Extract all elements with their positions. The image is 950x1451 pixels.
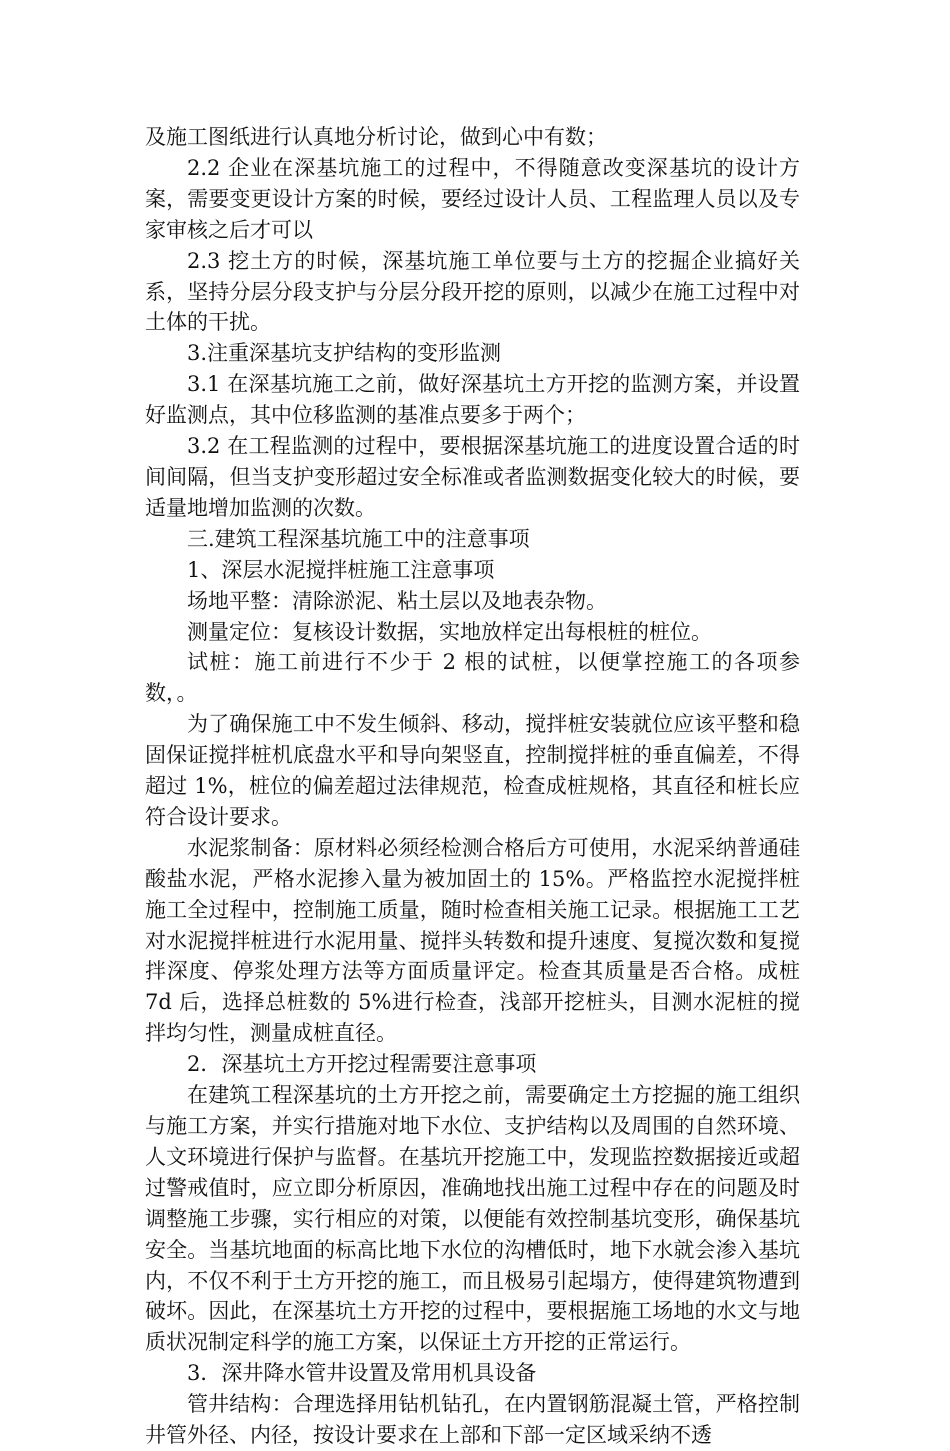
heading-dewatering-wells: 3．深井降水管井设置及常用机具设备: [187, 1361, 537, 1386]
paragraph-2-2: 2.2 企业在深基坑施工的过程中，不得随意改变深基坑的设计方案，需要变更设计方案的时候，要经过设计人员、工程监理人员以及专家审核之后才可以: [145, 155, 800, 242]
paragraph-cement-slurry: 水泥浆制备：原材料必须经检测合格后方可使用，水泥采纳普通硅酸盐水泥，严格水泥掺入量为被加固土的 15%。严格监控水泥搅拌桩施工全过程中，控制施工质量，随时检查相关施工记录。根据施工工艺对水泥搅拌桩进行水泥用量、搅拌头转数和提升速度、复搅次数和复搅拌深度、停浆处理方法等方面质量评定。检查其质量是否合格。成桩 7d 后，选择总桩数的 5%进行检查，浅部开挖桩头，目测水泥桩的搅拌均匀性，测量成桩直径。: [145, 835, 800, 1046]
paragraph-continuation: 及施工图纸进行认真地分析讨论，做到心中有数；: [145, 125, 607, 149]
heading-part-three: 三.建筑工程深基坑施工中的注意事项: [187, 526, 530, 551]
paragraph-pile-installation: 为了确保施工中不发生倾斜、移动，搅拌桩安装就位应该平整和稳固保证搅拌桩机底盘水平和导向架竖直，控制搅拌桩的垂直偏差，不得超过 1%，桩位的偏差超过法律规范，检查成桩规格，其直径和桩长应符合设计要求。: [145, 712, 800, 829]
paragraph-3-2: 3.2 在工程监测的过程中，要根据深基坑施工的进度设置合适的时间间隔，但当支护变形超过安全标准或者监测数据变化较大的时候，要适量地增加监测的次数。: [145, 434, 800, 520]
paragraph-survey-positioning: 测量定位：复核设计数据，实地放样定出每根桩的桩位。: [187, 619, 712, 644]
paragraph-trial-pile: 试桩：施工前进行不少于 2 根的试桩，以便掌控施工的各项参数，。: [145, 650, 800, 706]
heading-mixing-pile: 1、深层水泥搅拌桩施工注意事项: [187, 557, 495, 582]
paragraph-3-1: 3.1 在深基坑施工之前，做好深基坑土方开挖的监测方案，并设置好监测点，其中位移监测的基准点要多于两个；: [145, 372, 800, 428]
heading-excavation: 2．深基坑土方开挖过程需要注意事项: [187, 1052, 537, 1077]
heading-section-3: 3.注重深基坑支护结构的变形监测: [187, 341, 502, 366]
paragraph-2-3: 2.3 挖土方的时候，深基坑施工单位要与土方的挖掘企业搞好关系，坚持分层分段支护与分层分段开挖的原则，以减少在施工过程中对土体的干扰。: [145, 248, 800, 335]
paragraph-site-leveling: 场地平整：清除淤泥、粘土层以及地表杂物。: [187, 588, 607, 613]
paragraph-well-structure: 管井结构：合理选择用钻机钻孔，在内置钢筋混凝土管，严格控制井管外径、内径，按设计要求在上部和下部一定区域采纳不透: [145, 1392, 800, 1448]
document-page: [145, 122, 800, 1451]
paragraph-excavation: 在建筑工程深基坑的土方开挖之前，需要确定土方挖掘的施工组织与施工方案，并实行措施对地下水位、支护结构以及周围的自然环境、人文环境进行保护与监督。在基坑开挖施工中，发现监控数据接近或超过警戒值时，应立即分析原因，准确地找出施工过程中存在的问题及时调整施工步骤，实行相应的对策，以便能有效控制基坑变形，确保基坑安全。当基坑地面的标高比地下水位的沟槽低时，地下水就会渗入基坑内，不仅不利于土方开挖的施工，而且极易引起塌方，使得建筑物遭到破坏。因此，在深基坑土方开挖的过程中，要根据施工场地的水文与地质状况制定科学的施工方案，以保证土方开挖的正常运行。: [145, 1083, 800, 1355]
